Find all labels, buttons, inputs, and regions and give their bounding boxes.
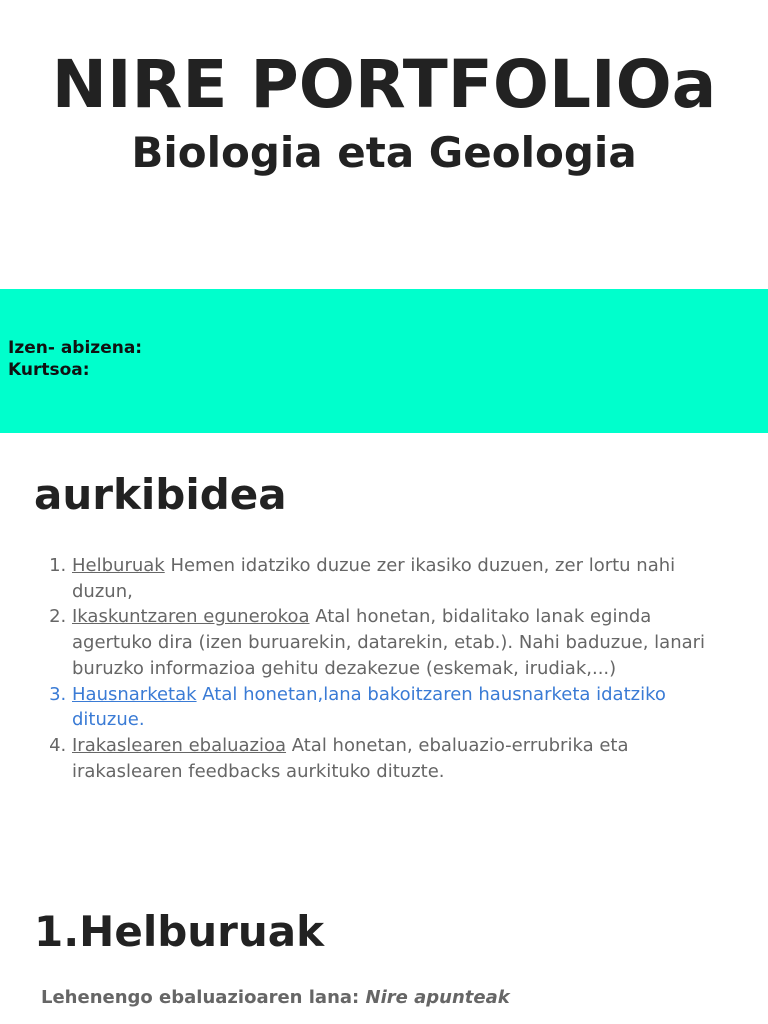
toc-item-irakaslearen-ebaluazioa <box>72 733 734 784</box>
evaluation-work-title: Nire apunteak <box>365 987 510 1009</box>
title-section <box>0 0 768 289</box>
toc-link-helburuak[interactable]: Helburuak <box>72 555 165 576</box>
toc-item-description: Atal honetan, ebaluazio-errubrika eta irakaslearen feedbacks aurkituko dituzte. <box>72 734 629 782</box>
name-label: Izen- abizena: <box>8 338 143 358</box>
toc-item-hausnarketak <box>72 682 734 733</box>
toc-item-description: Atal honetan, bidalitako lanak eginda agertuko dira (izen buruarekin, datarekin, etab.). Nahi baduzue, lanari buruzko informazioa gehitu dezakezue (eskemak, irudiak,...) <box>72 606 706 679</box>
toc-link-hausnarketak[interactable]: Hausnarketak <box>72 683 197 705</box>
toc-link-irakaslearen-ebaluazioa[interactable]: Irakaslearen ebaluazioa <box>72 734 287 756</box>
toc-heading: aurkibidea <box>34 470 287 519</box>
page-title: NIRE PORTFOLIOa <box>51 46 717 123</box>
toc-link-ikaskuntzaren-egunerokoa[interactable]: Ikaskuntzaren egunerokoa <box>72 606 310 628</box>
evaluation-work-label <box>41 986 734 1010</box>
course-label: Kurtsoa: <box>8 360 90 380</box>
toc-item-ikaskuntzaren-egunerokoa <box>72 604 734 681</box>
main-content <box>0 471 768 1010</box>
student-info-band <box>0 289 768 433</box>
toc-item-description: Atal honetan,lana bakoitzaren hausnarketa idatziko dituzue. <box>72 683 666 731</box>
toc-item-description: Hemen idatziko duzue zer ikasiko duzuen, zer lortu nahi duzun, <box>72 555 676 602</box>
evaluation-label: Lehenengo ebaluazioaren lana: <box>41 987 360 1009</box>
page-subtitle: Biologia eta Geologia <box>131 128 637 177</box>
table-of-contents <box>34 553 734 784</box>
toc-item-helburuak <box>72 553 734 604</box>
section-heading-helburuak: 1.Helburuak <box>34 907 325 957</box>
